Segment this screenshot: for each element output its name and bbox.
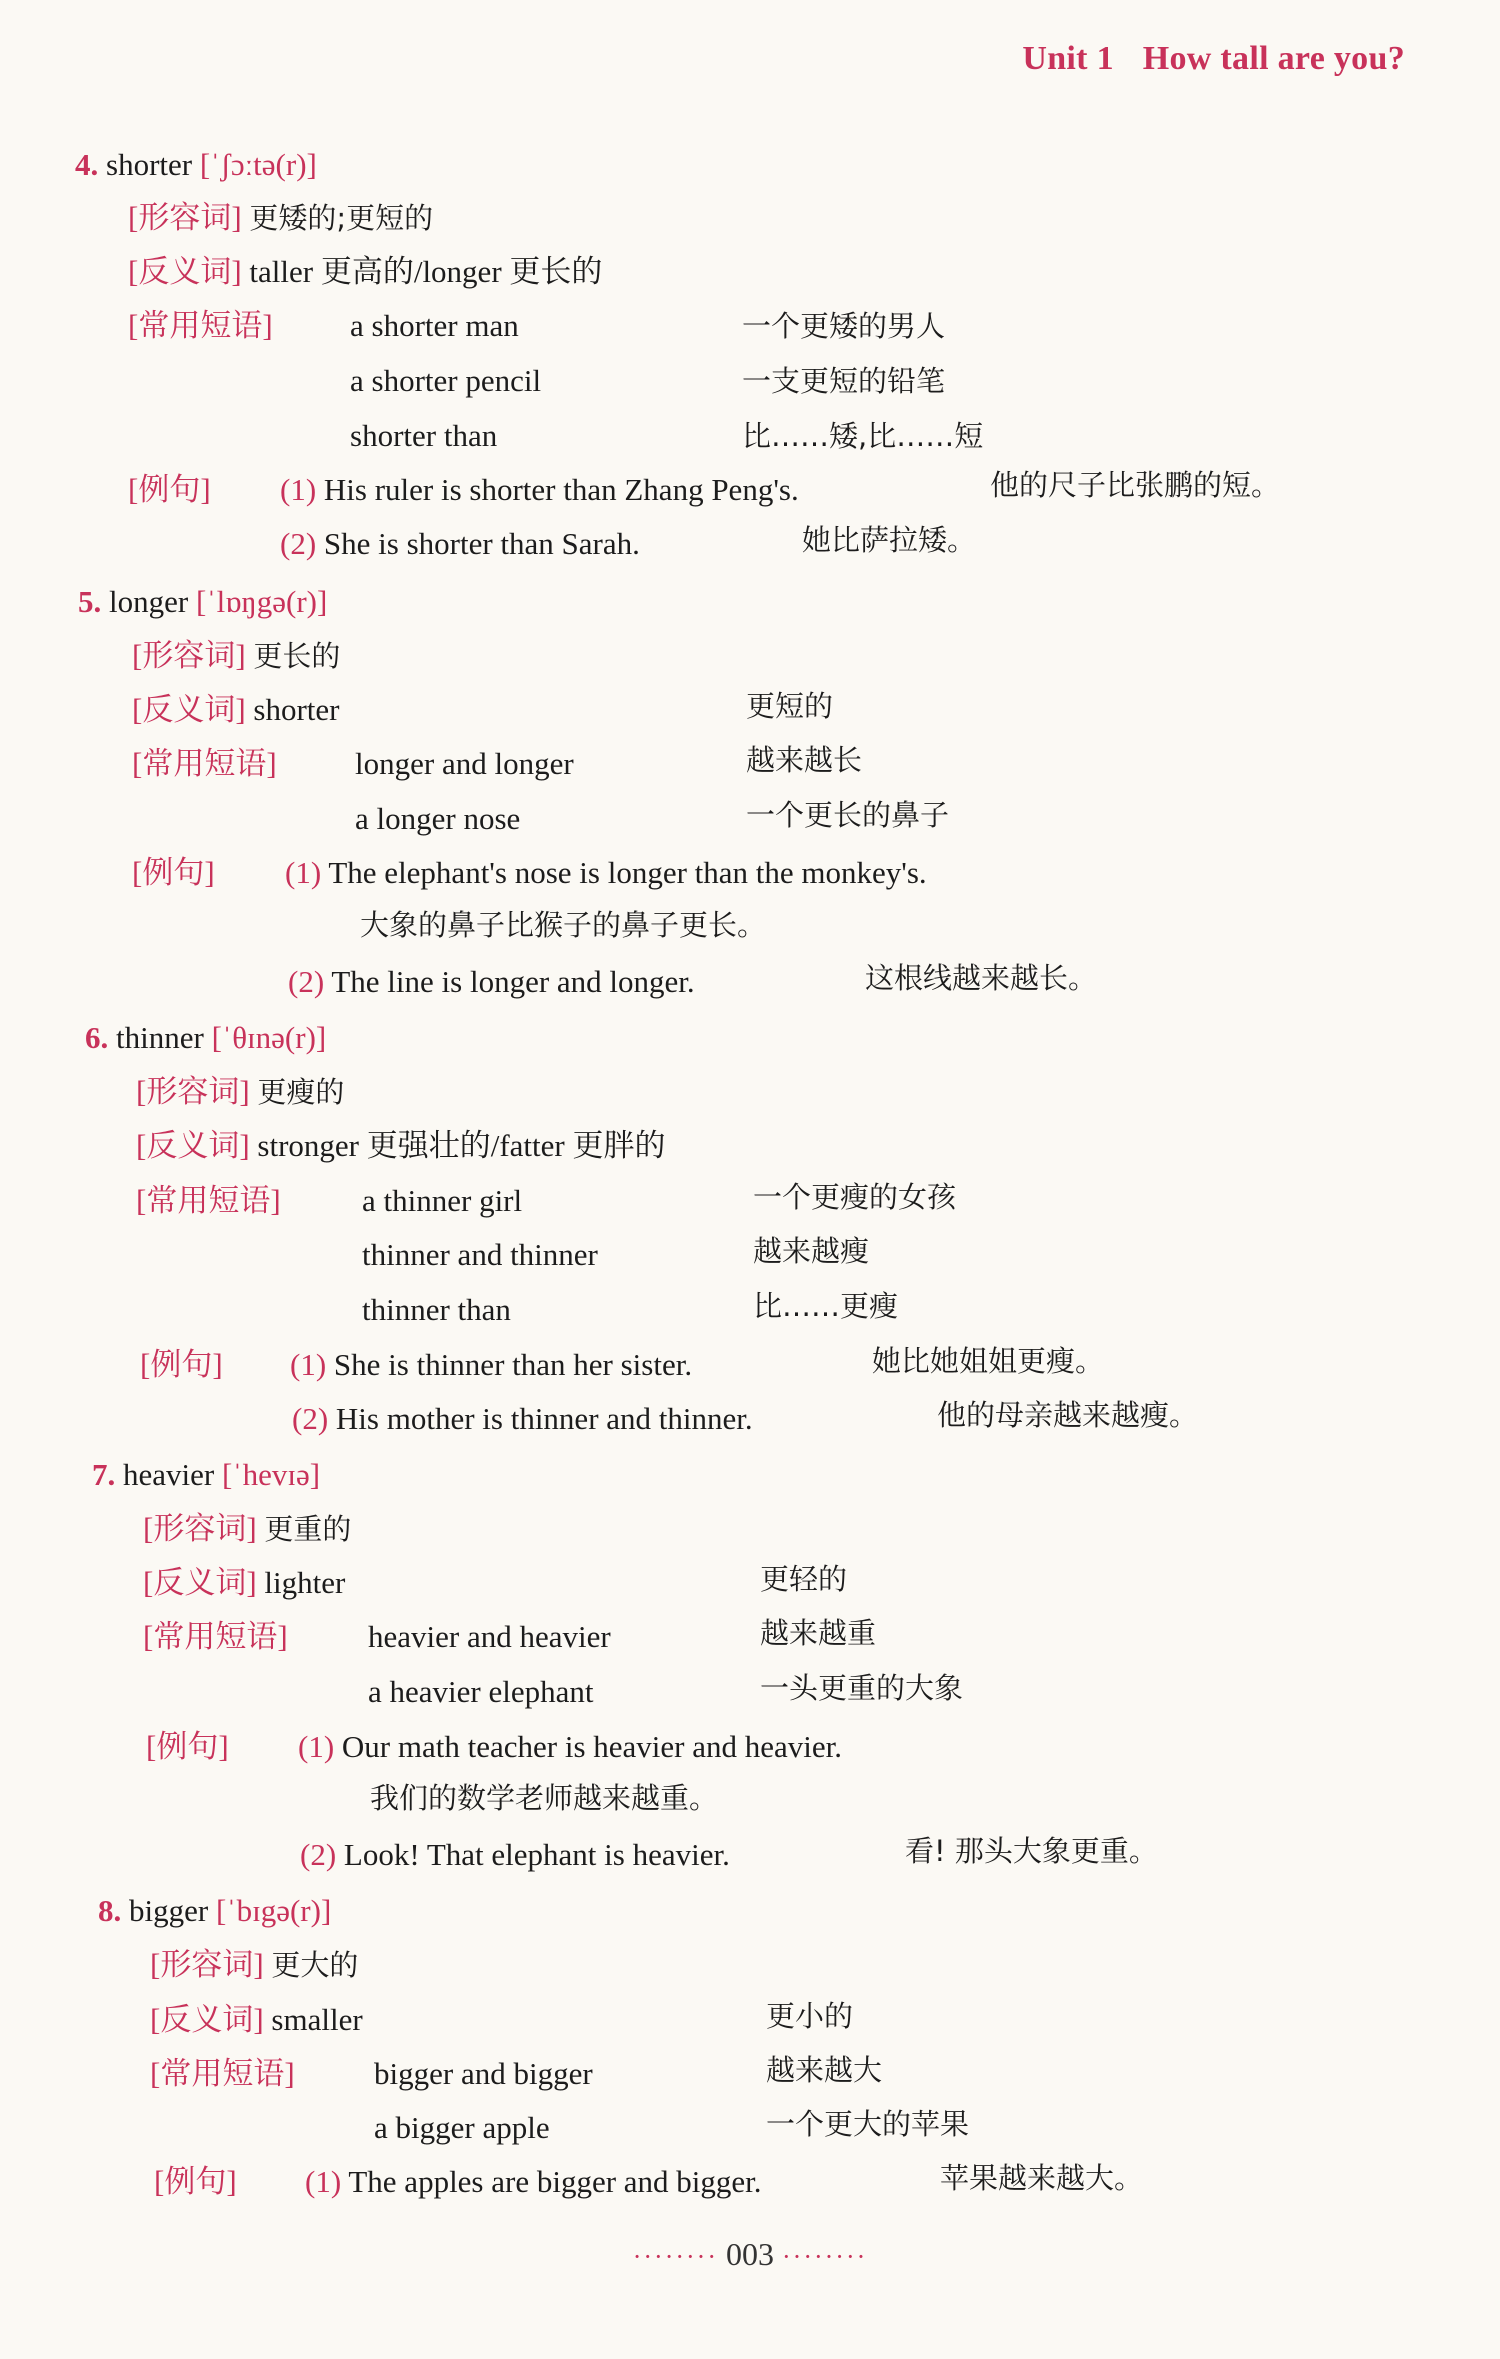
entry-number: 4. (75, 147, 99, 182)
phrase-en: a shorter pencil (350, 363, 542, 398)
phrase-zh: 一个更瘦的女孩 (753, 1180, 957, 1214)
phrase-en: shorter than (350, 418, 498, 453)
phrase-zh: 一头更重的大象 (760, 1671, 964, 1705)
example-zh: 苹果越来越大。 (940, 2161, 1144, 2195)
entry-antonym: [反义词] smaller (150, 2002, 363, 2037)
antonym-zh: 更小的 (766, 1999, 854, 2033)
example-en: (2) His mother is thinner and thinner. (292, 1401, 753, 1436)
entry-adj: [形容词] 更大的 (150, 1947, 359, 1982)
label-example: [例句] (140, 1347, 223, 1382)
antonym-text: taller 更高的/longer 更长的 (249, 254, 603, 289)
label-phrases: [常用短语] (143, 1619, 288, 1654)
phrase-en: a longer nose (355, 801, 521, 836)
footer-dots-right: ········ (782, 2242, 868, 2271)
example-zh: 她比萨拉矮。 (802, 523, 977, 557)
example-zh: 他的母亲越来越瘦。 (937, 1398, 1199, 1432)
antonym-zh: 更轻的 (760, 1562, 848, 1596)
example-zh: 她比她姐姐更瘦。 (872, 1344, 1105, 1378)
unit-label: Unit 1 (1022, 40, 1114, 77)
page-number: 003 (726, 2236, 774, 2272)
page-header (1022, 40, 1405, 78)
example-zh: 我们的数学老师越来越重。 (370, 1781, 719, 1815)
entry-word: longer (109, 584, 189, 619)
entry-headword (78, 582, 327, 622)
entry-number: 5. (78, 584, 102, 619)
phrase-en: a heavier elephant (368, 1674, 594, 1709)
entry-adj: [形容词] 更重的 (143, 1511, 352, 1546)
entry-antonym: [反义词] lighter (143, 1565, 346, 1600)
antonym-zh: 更短的 (746, 689, 834, 723)
example-en: (1) Our math teacher is heavier and heavier. (298, 1729, 842, 1764)
phrase-zh: 越来越重 (760, 1616, 877, 1650)
entry-headword (75, 145, 317, 185)
example-en: (1) His ruler is shorter than Zhang Peng's. (280, 472, 799, 507)
unit-title: How tall are you? (1142, 40, 1405, 77)
example-en: (1) The elephant's nose is longer than the monkey's. (285, 855, 927, 890)
phrase-en: a thinner girl (362, 1183, 523, 1218)
label-phrases: [常用短语] (150, 2056, 295, 2091)
phrase-en: a bigger apple (374, 2110, 550, 2145)
entry-headword: 6. thinner [ˈθɪnə(r)] (85, 1020, 327, 1055)
phrase-en: longer and longer (355, 746, 574, 781)
entry-headword: 8. bigger [ˈbɪgə(r)] (98, 1893, 332, 1928)
label-example: [例句] (154, 2164, 237, 2199)
example-zh: 大象的鼻子比猴子的鼻子更长。 (360, 908, 767, 942)
phrase-zh: 越来越瘦 (753, 1234, 870, 1268)
phrase-zh: 一个更长的鼻子 (746, 798, 950, 832)
entry-phonetic: [ˈʃɔːtə(r)] (199, 147, 317, 182)
entry-headword: 7. heavier [ˈhevɪə] (92, 1457, 321, 1492)
entry-adj: [形容词] 更长的 (132, 638, 341, 673)
footer-dots-left: ········ (632, 2242, 718, 2271)
example-en: (2) Look! That elephant is heavier. (300, 1837, 730, 1872)
phrase-en: bigger and bigger (374, 2056, 593, 2091)
phrase-zh: 比……更瘦 (753, 1289, 899, 1323)
phrase-zh: 一个更矮的男人 (742, 309, 946, 343)
phrase-zh: 一个更大的苹果 (766, 2107, 970, 2141)
label-example: [例句] (132, 855, 215, 890)
adj-meaning: 更矮的;更短的 (249, 201, 434, 235)
entry-adj (128, 198, 433, 238)
example-zh: 看! 那头大象更重。 (905, 1834, 1158, 1868)
example-zh: 他的尺子比张鹏的短。 (990, 468, 1281, 502)
phrase-zh: 比……矮,比……短 (742, 419, 984, 453)
label-example: [例句] (128, 472, 211, 507)
page-footer (0, 2236, 1500, 2273)
phrase-en: a shorter man (350, 308, 519, 343)
entry-phonetic: [ˈlɒŋgə(r)] (195, 584, 328, 619)
label-adj: [形容词] (128, 200, 242, 235)
example-en: (1) The apples are bigger and bigger. (305, 2164, 762, 2199)
label-antonym: [反义词] (128, 254, 242, 289)
example-zh: 这根线越来越长。 (865, 961, 1098, 995)
label-phrases: [常用短语] (128, 308, 273, 343)
example-en: (2) The line is longer and longer. (288, 964, 695, 999)
label-phrases: [常用短语] (132, 746, 277, 781)
example-en: (1) She is thinner than her sister. (290, 1347, 693, 1382)
entry-adj: [形容词] 更瘦的 (136, 1074, 345, 1109)
entry-antonym: [反义词] shorter (132, 692, 340, 727)
phrase-zh: 越来越大 (766, 2053, 883, 2087)
phrase-en: thinner and thinner (362, 1237, 598, 1272)
label-example: [例句] (146, 1729, 229, 1764)
entry-antonym (128, 252, 602, 292)
label-phrases: [常用短语] (136, 1183, 281, 1218)
entry-word: shorter (106, 147, 193, 182)
phrase-zh: 越来越长 (746, 743, 863, 777)
phrase-zh: 一支更短的铅笔 (742, 364, 946, 398)
phrase-en: heavier and heavier (368, 1619, 611, 1654)
example-en: (2) She is shorter than Sarah. (280, 526, 640, 561)
entry-antonym: [反义词] stronger 更强壮的/fatter 更胖的 (136, 1128, 666, 1163)
phrase-en: thinner than (362, 1292, 511, 1327)
